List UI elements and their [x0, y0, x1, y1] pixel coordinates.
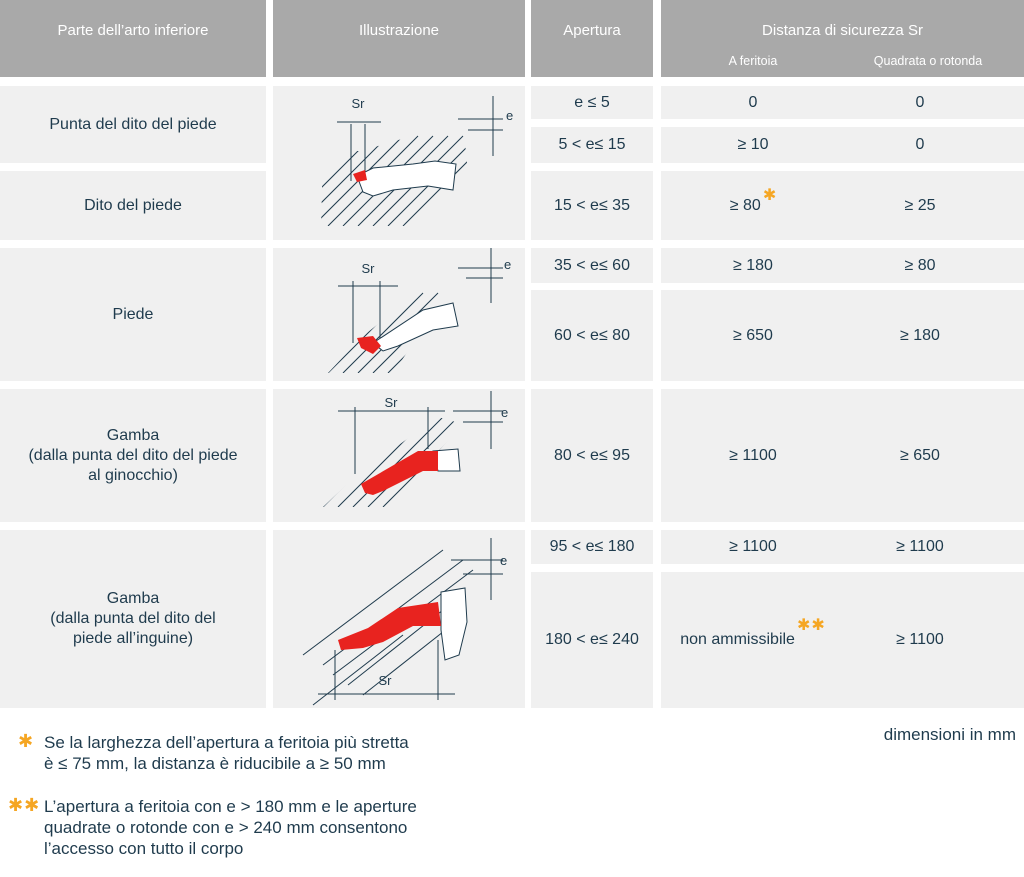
illustration-leg-groin	[273, 530, 525, 708]
leg-groin-diagram	[273, 530, 525, 708]
part-cell-toe-tip	[0, 86, 266, 163]
slot-value-cell	[661, 572, 845, 708]
opening-cell	[531, 248, 653, 283]
opening-value: 5 < e≤ 15	[558, 136, 626, 153]
part-label-line: (dalla punta del dito del	[50, 610, 216, 627]
opening-cell	[531, 572, 653, 708]
toe-highlight	[353, 170, 367, 182]
opening-cell	[531, 171, 653, 240]
asterisk-icon: ✱	[18, 731, 34, 751]
footnote-line: quadrate o rotonde con e > 240 mm consentono	[44, 818, 408, 837]
part-cell-leg-groin	[0, 530, 266, 708]
part-cell-leg-knee	[0, 389, 266, 522]
square-value: ≥ 1100	[896, 538, 944, 555]
foot-diagram	[273, 248, 525, 381]
header-distance-label: Distanza di sicurezza Sr	[762, 22, 923, 39]
square-value: ≥ 25	[904, 196, 936, 214]
units-note: dimensioni in mm	[883, 725, 1016, 744]
slot-value: ≥ 1100	[729, 446, 777, 464]
part-cell-foot	[0, 248, 266, 381]
part-label-line: (dalla punta del dito del piede	[28, 446, 238, 464]
leg-highlight	[338, 602, 441, 650]
part-label-line: Gamba	[106, 426, 160, 444]
thigh-shape	[441, 588, 467, 660]
foot-shape	[373, 303, 458, 351]
opening-cell	[531, 290, 653, 381]
slot-value: ≥ 10	[737, 136, 769, 153]
header-illustration	[273, 0, 525, 77]
square-value: 0	[915, 93, 925, 111]
footnote-single	[44, 732, 524, 774]
part-label-line: piede all’inguine)	[72, 630, 194, 647]
square-value: ≥ 80	[904, 256, 936, 274]
asterisk-icon: ✱	[762, 186, 777, 204]
slot-value: 0	[748, 93, 758, 111]
sr-label: Sr	[384, 395, 398, 410]
foot-shape	[357, 161, 456, 196]
toe-diagram	[273, 86, 525, 240]
slot-value: non ammissibile	[680, 631, 795, 648]
sr-label: Sr	[351, 96, 365, 111]
header-sub-slot: A feritoia	[728, 54, 778, 68]
part-cell-toe	[0, 171, 266, 240]
square-value: 0	[915, 136, 925, 153]
double-asterisk-icon: ✱✱	[8, 795, 41, 815]
square-value: ≥ 1100	[896, 631, 944, 648]
illustration-foot	[273, 248, 525, 381]
illustration-leg-knee	[273, 389, 525, 522]
opening-value: 80 < e≤ 95	[554, 446, 630, 464]
footnote-line: è ≤ 75 mm, la distanza è riducibile a ≥ 50 mm	[44, 754, 386, 773]
part-label: Punta del dito del piede	[49, 115, 217, 133]
opening-cell	[531, 389, 653, 522]
opening-value: 15 < e≤ 35	[554, 196, 630, 214]
part-label-line: al ginocchio)	[88, 466, 178, 484]
double-asterisk-icon: ✱✱	[796, 617, 826, 634]
opening-cell	[531, 127, 653, 163]
opening-value: 60 < e≤ 80	[554, 326, 630, 344]
e-label: e	[501, 405, 509, 420]
e-label: e	[500, 553, 508, 568]
square-value: ≥ 650	[900, 446, 940, 464]
opening-value: 180 < e≤ 240	[545, 631, 639, 648]
illustration-toe	[273, 86, 525, 240]
slot-value: ≥ 650	[733, 326, 773, 344]
e-label: e	[504, 257, 512, 272]
footnote-line: Se la larghezza dell’apertura a feritoia più stretta	[44, 733, 409, 752]
header-part-label: Parte dell’arto inferiore	[57, 21, 209, 39]
header-part	[0, 0, 266, 77]
header-distance	[661, 0, 1024, 77]
slot-value: ≥ 180	[733, 256, 773, 274]
sr-label: Sr	[361, 261, 375, 276]
slot-value-cell	[661, 171, 845, 240]
footnote-line: l’accesso con tutto il corpo	[44, 839, 244, 858]
opening-value: 95 < e≤ 180	[549, 538, 635, 555]
e-label: e	[506, 108, 514, 123]
slot-value: ≥ 80	[729, 196, 761, 214]
header-sub-square: Quadrata o rotonda	[873, 54, 983, 68]
leg-knee-diagram	[273, 389, 525, 522]
part-label: Piede	[112, 305, 154, 323]
opening-value: e ≤ 5	[574, 93, 610, 111]
header-illustration-label: Illustrazione	[358, 21, 440, 39]
part-label-line: Gamba	[106, 590, 160, 607]
sr-label: Sr	[378, 673, 392, 688]
slot-value: ≥ 1100	[729, 538, 777, 555]
opening-cell	[531, 530, 653, 564]
opening-value: 35 < e≤ 60	[554, 256, 630, 274]
footnote-line: L’apertura a feritoia con e > 180 mm e le aperture	[44, 797, 417, 816]
opening-cell	[531, 86, 653, 119]
header-opening-label: Apertura	[563, 21, 621, 39]
footnote-double	[44, 796, 524, 859]
part-label: Dito del piede	[84, 196, 182, 214]
square-value: ≥ 180	[900, 326, 940, 344]
header-opening	[531, 0, 653, 77]
